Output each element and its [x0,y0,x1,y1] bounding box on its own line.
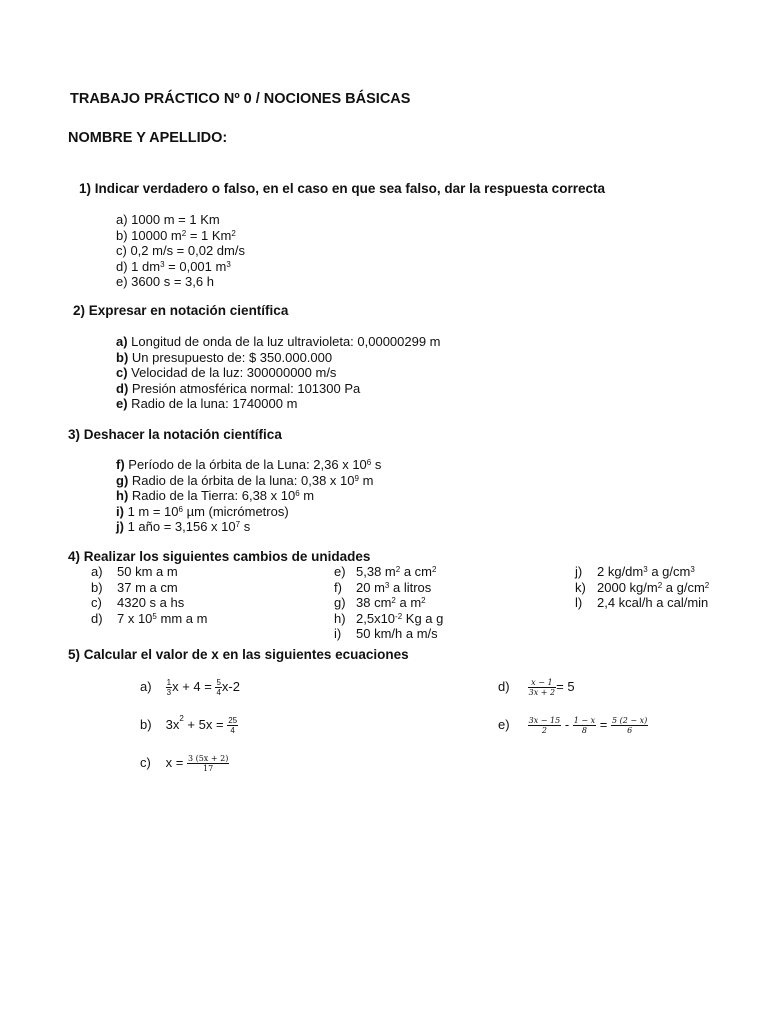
q4-item: f) 20 $m^3$ a litros [334,579,432,595]
fraction: $\frac{3x - 15}{2}$ [528,716,561,735]
q3-item: h) Radio de la Tierra: 6,38 x $10^6$ m [116,488,315,503]
question-4-col2 [334,564,443,642]
q2-item: e) Radio de la luna: 1740000 m [116,396,298,411]
name-label: NOMBRE Y APELLIDO: [68,130,228,146]
question-5-heading: 5) Calcular el valor de x en las siguientes ecuaciones [68,647,409,662]
q2-item: c) Velocidad de la luz: 300000000 m/s [116,365,337,380]
question-4-col3 [575,564,709,611]
q4-item: g) 38 $cm^2$ a $m^2$ [334,595,426,610]
q1-item-c: c) 0,2 m/s = 0,02 dm/s [116,243,245,258]
q2-item: b) Un presupuesto de: $ 350.000.000 [116,349,333,365]
fraction: $\frac{5 (2 - x)}{6}$ [611,716,648,735]
equation-a: a) $\frac{1}{3}$ x + 4 = $\frac{5}{4}$ x-2 [140,678,240,697]
q4-item: d) 7 x $10^5$ mm a m [91,610,208,626]
q2-item: d) Presión atmosférica normal: 101300 Pa [116,380,361,396]
q4-item: b) 37 m a cm [91,579,178,595]
fraction: $\frac{1}{3}$ [166,678,172,697]
question-3-items [116,457,381,535]
q1-item-a: a) 1000 m = 1 Km [116,212,220,227]
q4-item: a) 50 km a m [91,564,178,579]
document-title: TRABAJO PRÁCTICO Nº 0 / NOCIONES BÁSICAS [70,91,411,107]
q4-item: k) 2000 $kg/m^2$ a $g/cm^2$ [575,579,710,595]
q3-item: i) 1 $m = 10^6$ µm (micrómetros) [116,503,289,519]
question-1-items [116,212,245,290]
question-4-heading: 4) Realizar los siguientes cambios de unidades [68,549,371,564]
q1-item-e: e) 3600 s = 3,6 h [116,274,214,289]
fraction: $\frac{1 - x}{8}$ [573,716,596,735]
equation-b: b) $3x^2 + 5x$ = $\frac{25}{4}$ [140,714,238,735]
q1-item-d: d) 1 $dm^3 = 0,001$ $m^3$ [116,258,231,274]
equation-e: e) $\frac{3x - 15}{2}$ - $\frac{1 - x}{8}$ = $\frac{5 (2 - x)}{6}$ [498,716,648,735]
q4-item: j) 2 $kg/dm^3$ a $g/cm^3$ [575,564,695,579]
q3-item: f) Período de la órbita de la Luna: 2,36 x $10^6$ s [116,457,382,472]
fraction: $\frac{x - 1}{3x + 2}$ [528,678,556,697]
fraction: $\frac{5}{4}$ [216,678,221,697]
question-4-col1 [91,564,207,626]
question-2-items [116,334,441,412]
question-2-heading: 2) Expresar en notación científica [73,303,289,318]
equation-d: d) $\frac{x - 1}{3x + 2}$ = 5 [498,678,575,697]
q4-item: i) 50 km/h a m/s [334,626,438,641]
equation-c: c) x = $\frac{3 (5x + 2)}{17}$ [140,754,229,773]
q4-item: h) $2,5x10^{-2}$ Kg a g [334,610,444,626]
fraction: $\frac{25}{4}$ [228,716,238,735]
q3-item: j) 1 año = 3,156 x $10^7$ s [116,519,251,534]
q4-item: c) 4320 s a hs [91,595,185,610]
q4-item: e) 5,38 $m^2$ a $cm^2$ [334,564,437,579]
q2-item: a) Longitud de onda de la luz ultravioleta: 0,00000299 m [116,334,441,349]
q4-item: l) 2,4 kcal/h a cal/min [575,595,709,610]
question-3-heading: 3) Deshacer la notación científica [68,427,282,442]
question-1-heading: 1) Indicar verdadero o falso, en el caso en que sea falso, dar la respuesta correcta [79,181,605,196]
fraction: $\frac{3 (5x + 2)}{17}$ [187,754,229,773]
q3-item: g) Radio de la órbita de la luna: 0,38 x $10^9$ m [116,472,374,488]
q1-item-b: b) 10000 $m^2 = 1$ Km$^2$ [116,227,236,243]
